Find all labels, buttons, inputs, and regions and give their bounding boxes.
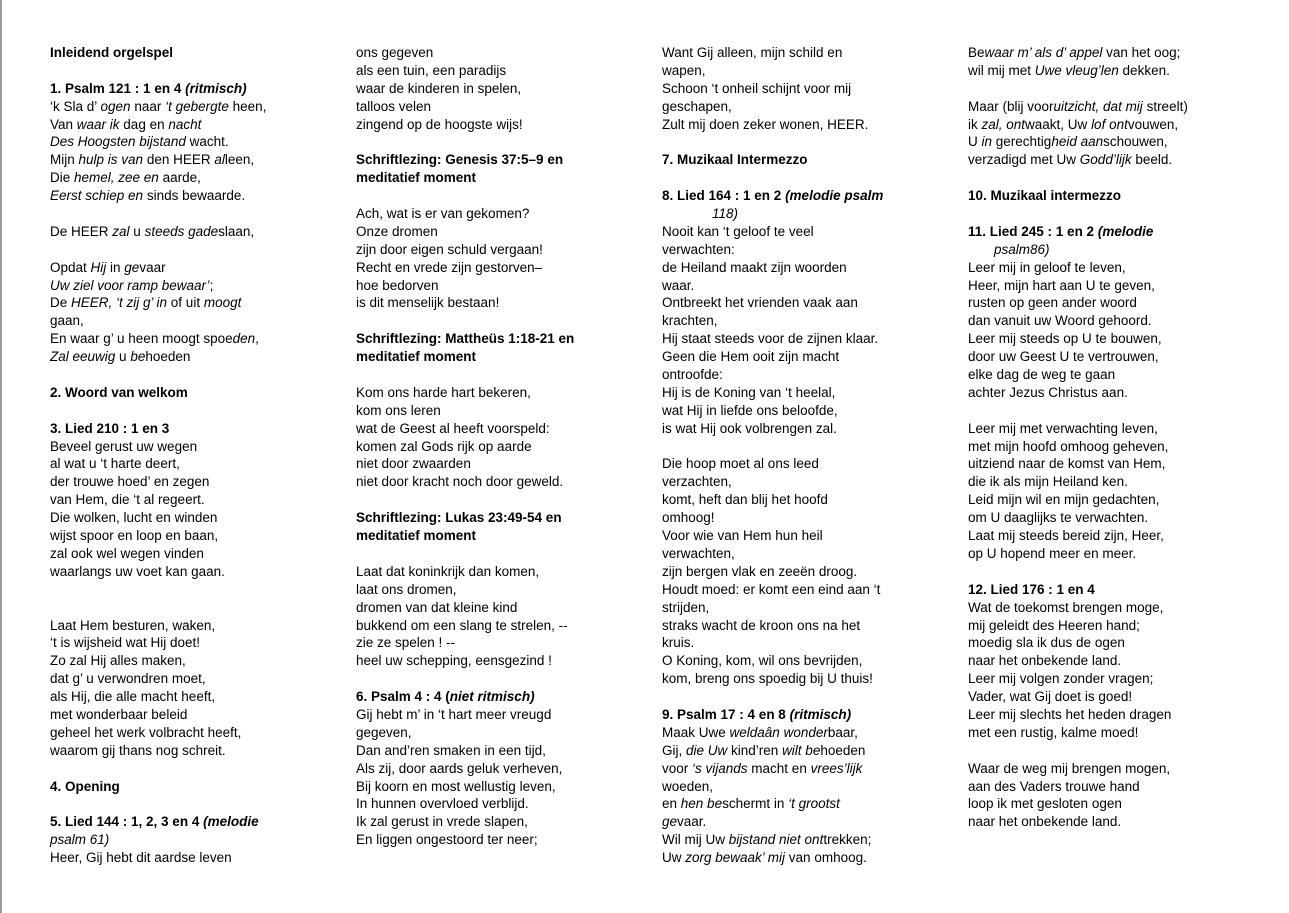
blank-line (968, 169, 1248, 187)
text-line: Onze dromen (356, 223, 438, 239)
blank-line (662, 688, 942, 706)
text-line: Ontbreekt het vrienden vaak aan (662, 295, 858, 311)
text-line: ‘t is wijsheid wat Hij doet! (50, 635, 201, 651)
text-line: En waar g’ u heen moogt spoeden, (50, 331, 259, 347)
blank-line (968, 563, 1248, 581)
text-line: verzadigd met Uw Godd’lijk beeld. (968, 152, 1173, 168)
text-line: Voor wie van Hem hun heil (662, 528, 823, 544)
text-line: Zult mij doen zeker wonen, HEER. (662, 116, 869, 132)
text-line: gegeven, (356, 724, 412, 740)
blank-line (50, 581, 330, 599)
text-line: verwachten: (662, 241, 735, 257)
text-line: zijn door eigen schuld vergaan! (356, 241, 543, 257)
text-line: die ik als mijn Heiland ken. (968, 474, 1128, 490)
text-line: gevaar. (662, 814, 707, 830)
text-line: Recht en vrede zijn gestorven– (356, 259, 543, 275)
blank-line (968, 205, 1248, 223)
text-line: Die hoop moet al ons leed (662, 456, 819, 472)
text-line: waarlangs uw voet kan gaan. (50, 563, 225, 579)
blank-line (968, 402, 1248, 420)
text-line: moedig sla ik dus de ogen (968, 635, 1125, 651)
text-line: Heer, Gij hebt dit aardse leven (50, 850, 232, 866)
text-line: de Heiland maakt zijn woorden (662, 259, 847, 275)
text-line: niet door zwaarden (356, 456, 471, 472)
text-line: Leer mij in geloof te leven, (968, 259, 1126, 275)
section-heading: 12. Lied 176 : 1 en 4 (968, 581, 1095, 597)
text-line: Laat Hem besturen, waken, (50, 617, 216, 633)
text-line: gaan, (50, 313, 84, 329)
text-line: naar het onbekende land. (968, 653, 1122, 669)
text-line: laat ons dromen, (356, 581, 457, 597)
text-line: waar de kinderen in spelen, (356, 80, 522, 96)
section-heading: Schriftlezing: Lukas 23:49-54 en (356, 510, 562, 526)
section-heading: 1. Psalm 121 : 1 en 4 (ritmisch) (50, 80, 247, 96)
text-line: is dit menselijk bestaan! (356, 295, 500, 311)
text-line: loop ik met gesloten ogen (968, 796, 1122, 812)
text-line: verwachten, (662, 545, 735, 561)
column-2 (356, 44, 636, 849)
text-line: Heer, mijn hart aan U te geven, (968, 277, 1155, 293)
text-line: op U hopend meer en meer. (968, 545, 1137, 561)
text-line: komt, heft dan blij het hoofd (662, 492, 828, 508)
text-line: achter Jezus Christus aan. (968, 384, 1128, 400)
text-line: als een tuin, een paradijs (356, 62, 507, 78)
text-line: De HEER zal u steeds gadeslaan, (50, 223, 255, 239)
text-line: ontroofde: (662, 367, 723, 383)
text-line: van Hem, die ‘t al regeert. (50, 492, 205, 508)
column-3 (662, 44, 942, 867)
text-line: In hunnen overvloed verblijd. (356, 796, 529, 812)
text-line: wil mij met Uwe vleug’len dekken. (968, 62, 1170, 78)
text-line: Zal eeuwig u behoeden (50, 349, 191, 365)
text-line: geschapen, (662, 98, 732, 114)
text-line: kruis. (662, 635, 695, 651)
blank-line (356, 133, 636, 151)
text-line: Mijn hulp is van den HEER alleen, (50, 152, 255, 168)
text-line: Maak Uwe weldaân wonderbaar, (662, 724, 858, 740)
text-line: naar het onbekende land. (968, 814, 1122, 830)
text-line: Leer mij met verwachting leven, (968, 420, 1158, 436)
text-line: met een rustig, kalme moed! (968, 724, 1139, 740)
section-heading: Schriftlezing: Genesis 37:5–9 en (356, 152, 564, 168)
blank-line (356, 545, 636, 563)
text-line: is wat Hij ook volbrengen zal. (662, 420, 837, 436)
text-line: verzachten, (662, 474, 732, 490)
text-line: mij geleidt des Heeren hand; (968, 617, 1140, 633)
text-line: dat g’ u verwondren moet, (50, 671, 206, 687)
text-line: Als zij, door aards geluk verheven, (356, 760, 563, 776)
text-line: Laat mij steeds bereid zijn, Heer, (968, 528, 1164, 544)
text-line: met wonderbaar beleid (50, 706, 188, 722)
text-line: als Hij, die alle macht heeft, (50, 689, 216, 705)
section-heading: Schriftlezing: Mattheüs 1:18-21 en (356, 331, 575, 347)
section-heading: meditatief moment (356, 170, 477, 186)
blank-line (662, 133, 942, 151)
text-line: waarom gij thans nog schreit. (50, 742, 226, 758)
text-line: zingend op de hoogste wijs! (356, 116, 523, 132)
text-line: Geen die Hem ooit zijn macht (662, 349, 840, 365)
text-line: Maar (blij vooruitzicht, dat mij streelt) (968, 98, 1188, 114)
column-4 (968, 44, 1248, 831)
text-line: Bij koorn en most wellustig leven, (356, 778, 556, 794)
text-line: niet door kracht noch door geweld. (356, 474, 564, 490)
section-heading: Inleidend orgelspel (50, 45, 174, 60)
section-heading: 4. Opening (50, 778, 120, 794)
text-line: Opdat Hij in gevaar (50, 259, 166, 275)
column-1 (50, 44, 330, 867)
text-line: psalm 61) (50, 832, 110, 848)
blank-line (50, 205, 330, 223)
text-line: voor ‘s vijands macht en vrees’lijk (662, 760, 863, 776)
section-heading: 5. Lied 144 : 1, 2, 3 en 4 (melodie (50, 814, 259, 830)
text-line: door uw Geest U te vertrouwen, (968, 349, 1159, 365)
text-line: talloos velen (356, 98, 432, 114)
text-line: Schoon ‘t onheil schijnt voor mij (662, 80, 852, 96)
text-line: Leer mij volgen zonder vragen; (968, 671, 1154, 687)
text-line: Ik zal gerust in vrede slapen, (356, 814, 528, 830)
blank-line (50, 599, 330, 617)
text-line: wapen, (662, 62, 706, 78)
text-line: Gij hebt m’ in ‘t hart meer vreugd (356, 706, 552, 722)
text-line: der trouwe hoed’ en zegen (50, 474, 210, 490)
text-line: O Koning, kom, wil ons bevrijden, (662, 653, 863, 669)
blank-line (968, 80, 1248, 98)
text-line: zal ook wel wegen vinden (50, 545, 204, 561)
text-line: Bewaar m’ als d’ appel van het oog; (968, 45, 1181, 60)
blank-line (662, 438, 942, 456)
text-line: bukkend om een slang te strelen, -- (356, 617, 568, 633)
text-line: Hij is de Koning van ‘t heelal, (662, 384, 836, 400)
text-line: Des Hoogsten bijstand wacht. (50, 134, 229, 150)
text-line: al wat u ‘t harte deert, (50, 456, 180, 472)
text-line: omhoog! (662, 510, 715, 526)
blank-line (356, 670, 636, 688)
blank-line (356, 366, 636, 384)
text-line: wat Hij in liefde ons beloofde, (662, 402, 838, 418)
text-line: straks wacht de kroon ons na het (662, 617, 861, 633)
text-line: Laat dat koninkrijk dan komen, (356, 563, 540, 579)
text-line: uitziend naar de komst van Hem, (968, 456, 1166, 472)
text-line: ik zal, ontwaakt, Uw lof ontvouwen, (968, 116, 1179, 132)
text-line: Vader, wat Gij doet is goed! (968, 689, 1133, 705)
text-line: Want Gij alleen, mijn schild en (662, 45, 843, 60)
text-line: Zo zal Hij alles maken, (50, 653, 186, 669)
text-line: krachten, (662, 313, 718, 329)
text-line: met mijn hoofd omhoog geheven, (968, 438, 1169, 454)
text-line: dromen van dat kleine kind (356, 599, 518, 615)
blank-line (50, 62, 330, 80)
text-line: Dan and’ren smaken in een tijd, (356, 742, 546, 758)
text-line: Uw ziel voor ramp bewaar’; (50, 277, 214, 293)
section-heading: 11. Lied 245 : 1 en 2 (melodie (968, 223, 1154, 239)
text-line: wat de Geest al heeft voorspeld: (356, 420, 550, 436)
text-line: dan vanuit uw Woord gehoord. (968, 313, 1152, 329)
text-line: Van waar ik dag en nacht (50, 116, 202, 132)
text-line: Wat de toekomst brengen moge, (968, 599, 1164, 615)
text-line: Kom ons harde hart bekeren, (356, 384, 531, 400)
blank-line (50, 795, 330, 813)
text-line: aan des Vaders trouwe hand (968, 778, 1140, 794)
page-left-edge (0, 0, 2, 913)
text-line: kom, breng ons spoedig bij U thuis! (662, 671, 873, 687)
text-line: Houdt moed: er komt een eind aan ‘t (662, 581, 881, 597)
text-line: kom ons leren (356, 402, 441, 418)
text-line: heel uw schepping, eensgezind ! (356, 653, 552, 669)
text-line: Beveel gerust uw wegen (50, 438, 198, 454)
text-line: zie ze spelen ! -- (356, 635, 456, 651)
text-line: waar. (662, 277, 695, 293)
text-line: geheel het werk volbracht heeft, (50, 724, 242, 740)
blank-line (968, 742, 1248, 760)
section-heading: 6. Psalm 4 : 4 (niet ritmisch) (356, 689, 535, 705)
section-heading: 10. Muzikaal intermezzo (968, 188, 1122, 204)
text-line: Wil mij Uw bijstand niet onttrekken; (662, 832, 872, 848)
text-line: ‘k Sla d’ ogen naar ‘t gebergte heen, (50, 98, 267, 114)
text-line: zijn bergen vlak en zeeën droog. (662, 563, 858, 579)
text-line: Hij staat steeds voor de zijnen klaar. (662, 331, 879, 347)
text-line: 118) (712, 206, 739, 222)
section-heading: 8. Lied 164 : 1 en 2 (melodie psalm (662, 188, 884, 204)
text-line: U in gerechtigheid aanschouwen, (968, 134, 1168, 150)
blank-line (356, 187, 636, 205)
text-line: Leer mij steeds op U te bouwen, (968, 331, 1162, 347)
section-heading: 9. Psalm 17 : 4 en 8 (ritmisch) (662, 706, 852, 722)
text-line: woeden, (662, 778, 714, 794)
blank-line (356, 312, 636, 330)
blank-line (356, 491, 636, 509)
text-line: Die hemel, zee en aarde, (50, 170, 201, 186)
blank-line (50, 402, 330, 420)
section-heading: meditatief moment (356, 528, 477, 544)
blank-line (50, 241, 330, 259)
text-line: Gij, die Uw kind’ren wilt behoeden (662, 742, 866, 758)
text-line: En liggen ongestoord ter neer; (356, 832, 538, 848)
text-line: elke dag de weg te gaan (968, 367, 1116, 383)
blank-line (50, 366, 330, 384)
text-line: Nooit kan ‘t geloof te veel (662, 223, 814, 239)
text-line: De HEER, ‘t zij g’ in of uit moogt (50, 295, 242, 311)
section-heading: 3. Lied 210 : 1 en 3 (50, 420, 170, 436)
text-line: komen zal Gods rijk op aarde (356, 438, 532, 454)
section-heading: 2. Woord van welkom (50, 384, 188, 400)
text-line: wijst spoor en loop en baan, (50, 528, 219, 544)
text-line: en hen beschermt in ‘t grootst (662, 796, 840, 812)
text-line: Leid mijn wil en mijn gedachten, (968, 492, 1160, 508)
text-line: hoe bedorven (356, 277, 439, 293)
text-line: rusten op geen ander woord (968, 295, 1137, 311)
text-line: Waar de weg mij brengen mogen, (968, 760, 1171, 776)
text-line: Leer mij slechts het heden dragen (968, 706, 1172, 722)
text-line: psalm86) (994, 241, 1050, 257)
blank-line (662, 169, 942, 187)
text-line: strijden, (662, 599, 710, 615)
section-heading: 7. Muzikaal Intermezzo (662, 152, 808, 168)
blank-line (50, 760, 330, 778)
text-line: ons gegeven (356, 45, 434, 60)
text-line: Ach, wat is er van gekomen? (356, 206, 530, 222)
text-line: Eerst schiep en sinds bewaarde. (50, 188, 246, 204)
section-heading: meditatief moment (356, 349, 477, 365)
text-line: Die wolken, lucht en winden (50, 510, 218, 526)
text-line: Uw zorg bewaak’ mij van omhoog. (662, 850, 867, 866)
text-line: om U daaglijks te verwachten. (968, 510, 1149, 526)
